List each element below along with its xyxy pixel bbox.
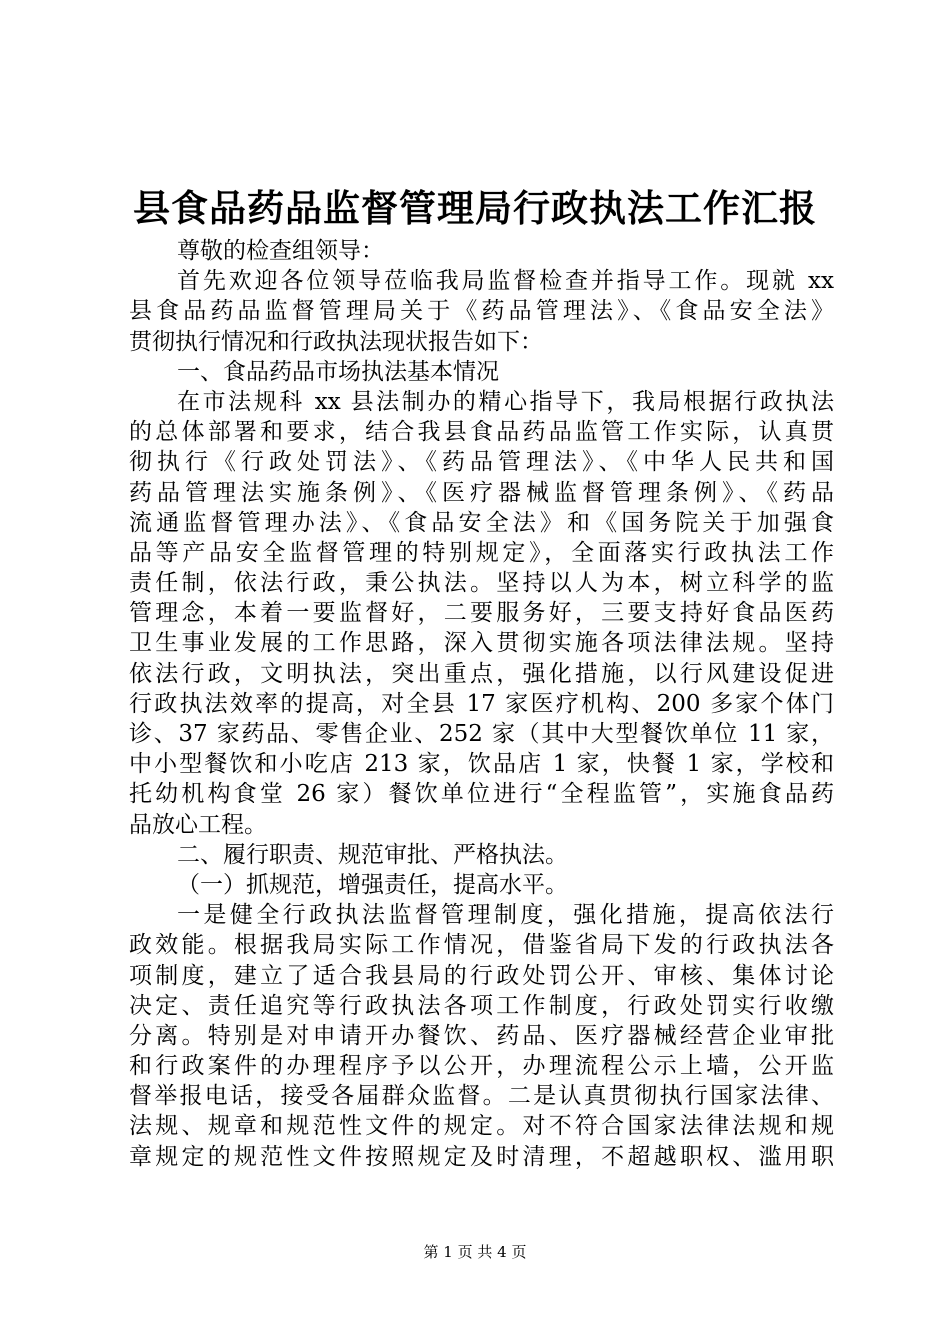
- body-line: 章规定的规范性文件按照规定及时清理，不超越职权、滥用职: [129, 1143, 834, 1170]
- body-line: 尊敬的检查组领导：: [177, 238, 384, 264]
- body-line: 的总体部署和要求，结合我县食品药品监管工作实际，认真贯: [129, 419, 834, 446]
- document-title: 县食品药品监督管理局行政执法工作汇报: [133, 186, 817, 230]
- body-line: 一、食品药品市场执法基本情况: [177, 358, 499, 385]
- body-line: 项制度，建立了适合我县局的行政处罚公开、审核、集体讨论: [129, 962, 834, 989]
- body-line: 法规、规章和规范性文件的规定。对不符合国家法律法规和规: [129, 1113, 834, 1140]
- body-line: 贯彻执行情况和行政执法现状报告如下：: [129, 328, 543, 355]
- body-line: 分离。特别是对申请开办餐饮、药品、医疗器械经营企业审批: [129, 1022, 834, 1049]
- body-line: 药品管理法实施条例》、《医疗器械监督管理条例》、《药品: [129, 479, 834, 506]
- body-line: 责任制，依法行政，秉公执法。坚持以人为本，树立科学的监: [129, 570, 834, 597]
- body-line: 彻执行《行政处罚法》、《药品管理法》、《中华人民共和国: [129, 449, 834, 476]
- body-line: 行政执法效率的提高，对全县 17 家医疗机构、200 多家个体门: [129, 690, 834, 717]
- body-line: 托幼机构食堂 26 家）餐饮单位进行“全程监管”，实施食品药: [129, 781, 834, 808]
- body-line: 首先欢迎各位领导莅临我局监督检查并指导工作。现就 xx: [177, 268, 834, 295]
- body-line: 在市法规科 xx 县法制办的精心指导下，我局根据行政执法: [177, 388, 834, 415]
- body-line: 管理念，本着一要监督好，二要服务好，三要支持好食品医药: [129, 600, 834, 627]
- body-line: 和行政案件的办理程序予以公开，办理流程公示上墙，公开监: [129, 1053, 834, 1080]
- page-footer: 第 1 页 共 4 页: [423, 1243, 527, 1261]
- body-line: 品等产品安全监督管理的特别规定》，全面落实行政执法工作: [129, 539, 834, 566]
- body-line: 决定、责任追究等行政执法各项工作制度，行政处罚实行收缴: [129, 992, 834, 1019]
- body-line: 诊、37 家药品、零售企业、252 家（其中大型餐饮单位 11 家，: [129, 721, 834, 747]
- body-line: 品放心工程。: [129, 811, 267, 838]
- body-line: 政效能。根据我局实际工作情况，借鉴省局下发的行政执法各: [129, 932, 834, 959]
- body-line: 督举报电话，接受各届群众监督。二是认真贯彻执行国家法律、: [129, 1083, 834, 1110]
- body-line: 依法行政，文明执法，突出重点，强化措施，以行风建设促进: [129, 660, 834, 687]
- body-line: 县食品药品监督管理局关于《药品管理法》、《食品安全法》: [129, 298, 834, 325]
- body-line: 一是健全行政执法监督管理制度，强化措施，提高依法行: [177, 902, 834, 929]
- document-body: [129, 236, 834, 1172]
- body-line: 二、履行职责、规范审批、严格执法。: [177, 841, 568, 868]
- body-line: 中小型餐饮和小吃店 213 家，饮品店 1 家，快餐 1 家，学校和: [129, 751, 834, 778]
- body-line: （一）抓规范，增强责任，提高水平。: [177, 871, 568, 898]
- body-line: 卫生事业发展的工作思路，深入贯彻实施各项法律法规。坚持: [129, 630, 834, 657]
- body-line: 流通监督管理办法》、《食品安全法》和《国务院关于加强食: [129, 509, 834, 536]
